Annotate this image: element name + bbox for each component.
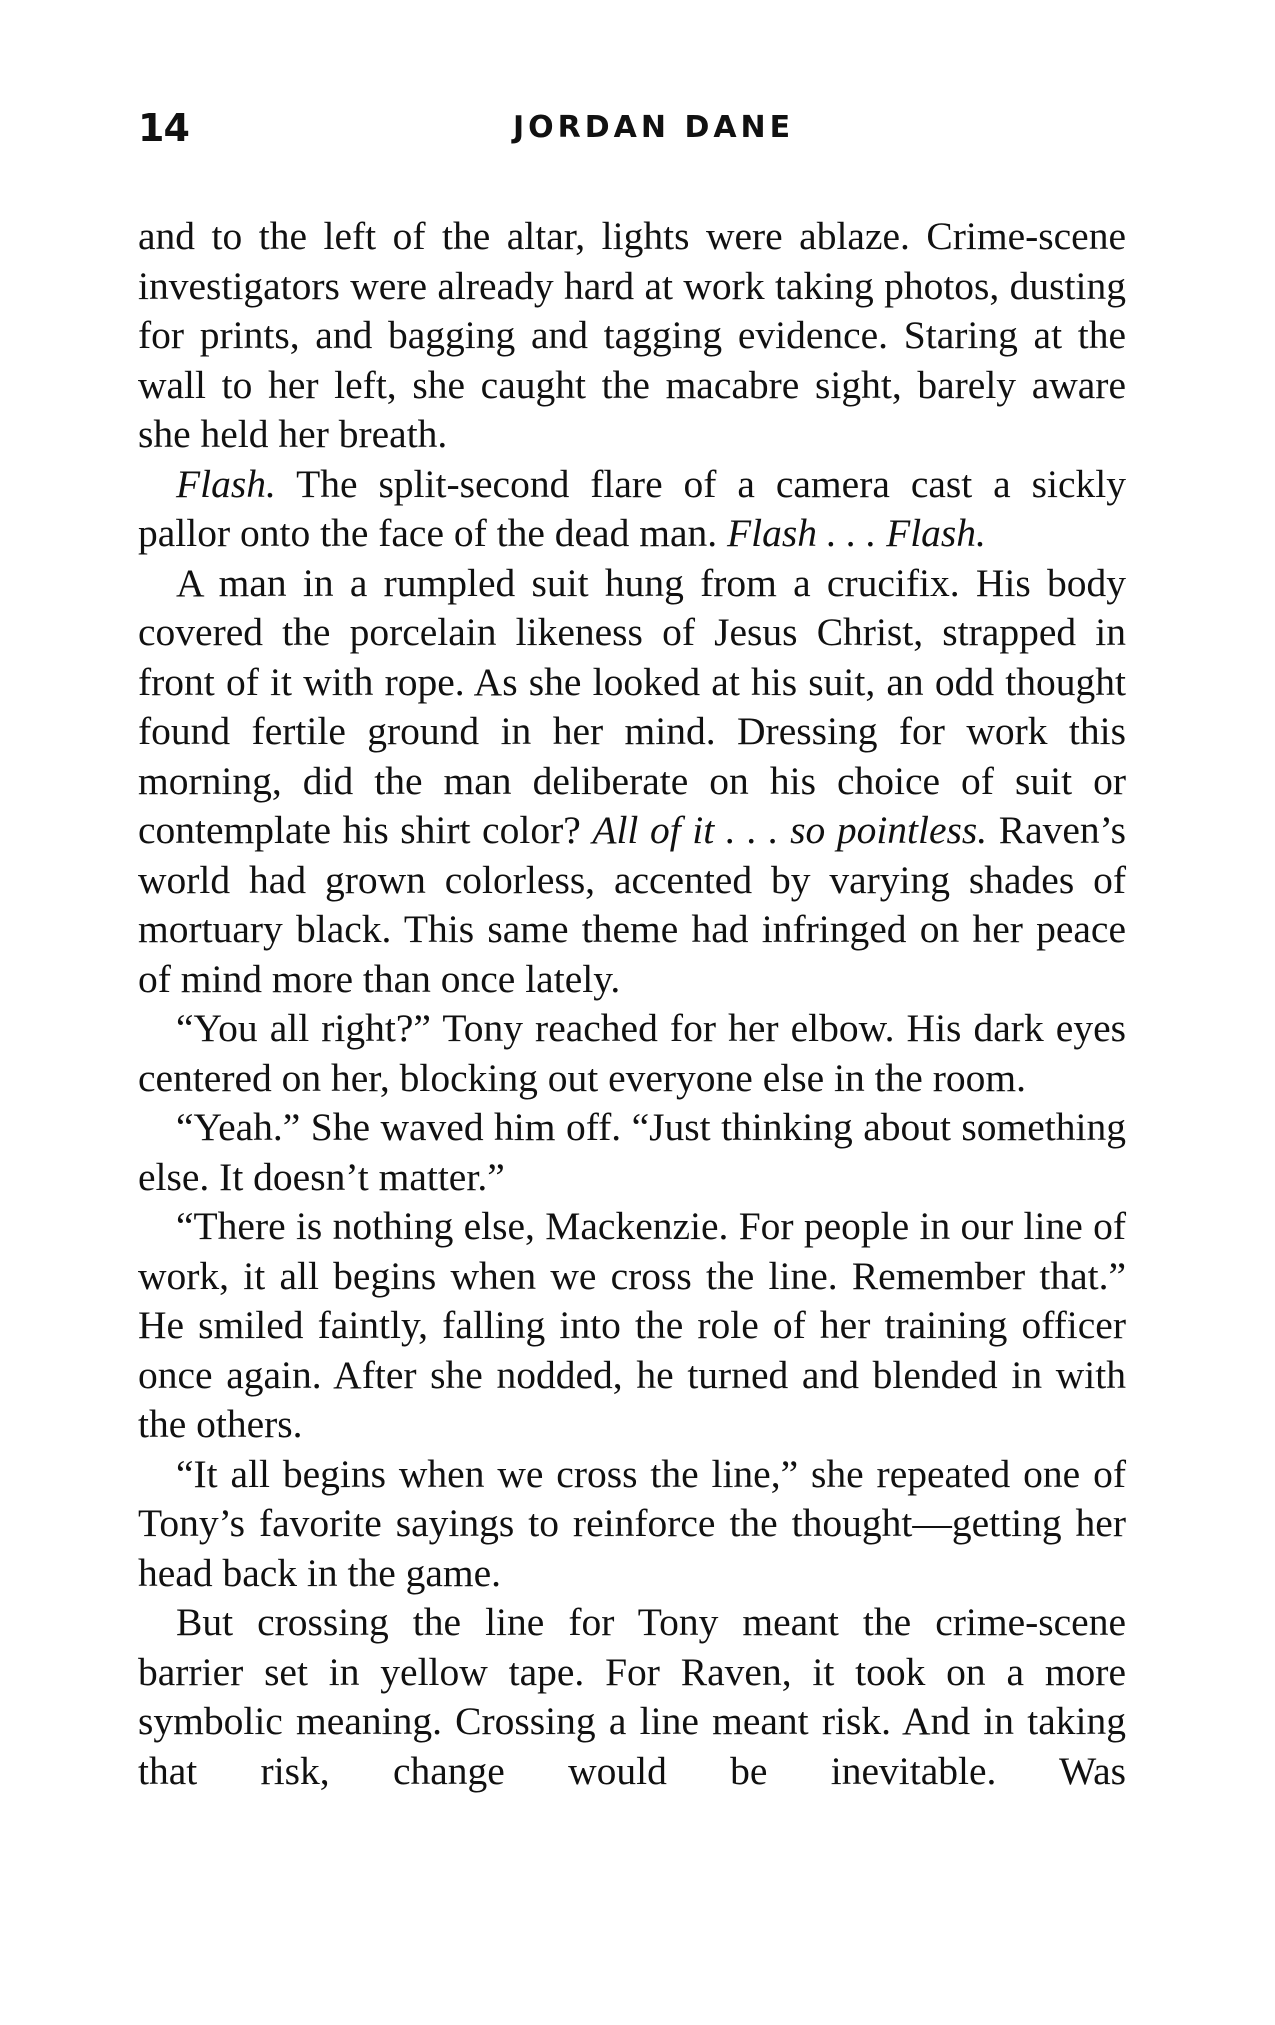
page-header [138,106,1123,156]
page-number: 14 [138,106,189,150]
text-run: “It all begins when we cross the line,” she repeated one of Tony’s favorite sayings to reinforce the thought—getting her head back in the game. [138,1451,1126,1595]
text-run: and to the left of the altar, lights were ablaze. Crime-scene investigators were already hard at work taking photos, dusting for prints, and bagging and tagging evidence. Staring at the wall to her left, she caught the macabre sight, barely aware she held her breath. [138,214,1126,456]
paragraph [138,1103,1126,1202]
text-run: “Yeah.” She waved him off. “Just thinking about something else. It doesn’t matter.” [138,1105,1126,1199]
paragraph [138,460,1126,559]
italic-text: Flash . . . Flash. [726,511,986,555]
text-run: But crossing the line for Tony meant the crime-scene barrier set in yellow tape. For Raven, it took on a more symbolic meaning. Crossing a line meant risk. And in taking that risk, change would be inevitable. Was [138,1600,1126,1793]
italic-text: Flash. [176,461,276,506]
paragraph [138,1450,1126,1599]
text-run: Raven’s world had grown colorless, accented by varying shades of mortuary black. This same theme had infringed on her peace of mind more than once lately. [138,808,1126,1001]
text-run: “You all right?” Tony reached for her elbow. His dark eyes centered on her, blocking out everyone else in the room. [138,1006,1126,1100]
paragraph [138,1004,1126,1103]
paragraph [138,1202,1126,1450]
running-head: JORDAN DANE [513,110,795,145]
paragraph [138,559,1126,1005]
text-run: The split-second flare of a camera cast a sickly pallor onto the face of the dead man. [138,461,1126,555]
paragraph [138,1598,1126,1796]
italic-text: All of it . . . so pointless. [592,808,988,852]
text-run: A man in a rumpled suit hung from a crucifix. His body covered the porcelain likeness of Jesus Christ, strapped in front of it with rope. As she looked at his suit, an odd thought found fertile ground in her mind. Dressing for work this morning, did the man deliberate on his choice of suit or contemplate his shirt color? [138,560,1126,852]
text-run: “There is nothing else, Mackenzie. For people in our line of work, it all begins when we cross the line. Remember that.” He smiled faintly, falling into the role of her training officer once again. After she nodded, he turned and blended in with the others. [138,1204,1126,1446]
body-text [138,212,1126,1796]
paragraph [138,212,1126,460]
